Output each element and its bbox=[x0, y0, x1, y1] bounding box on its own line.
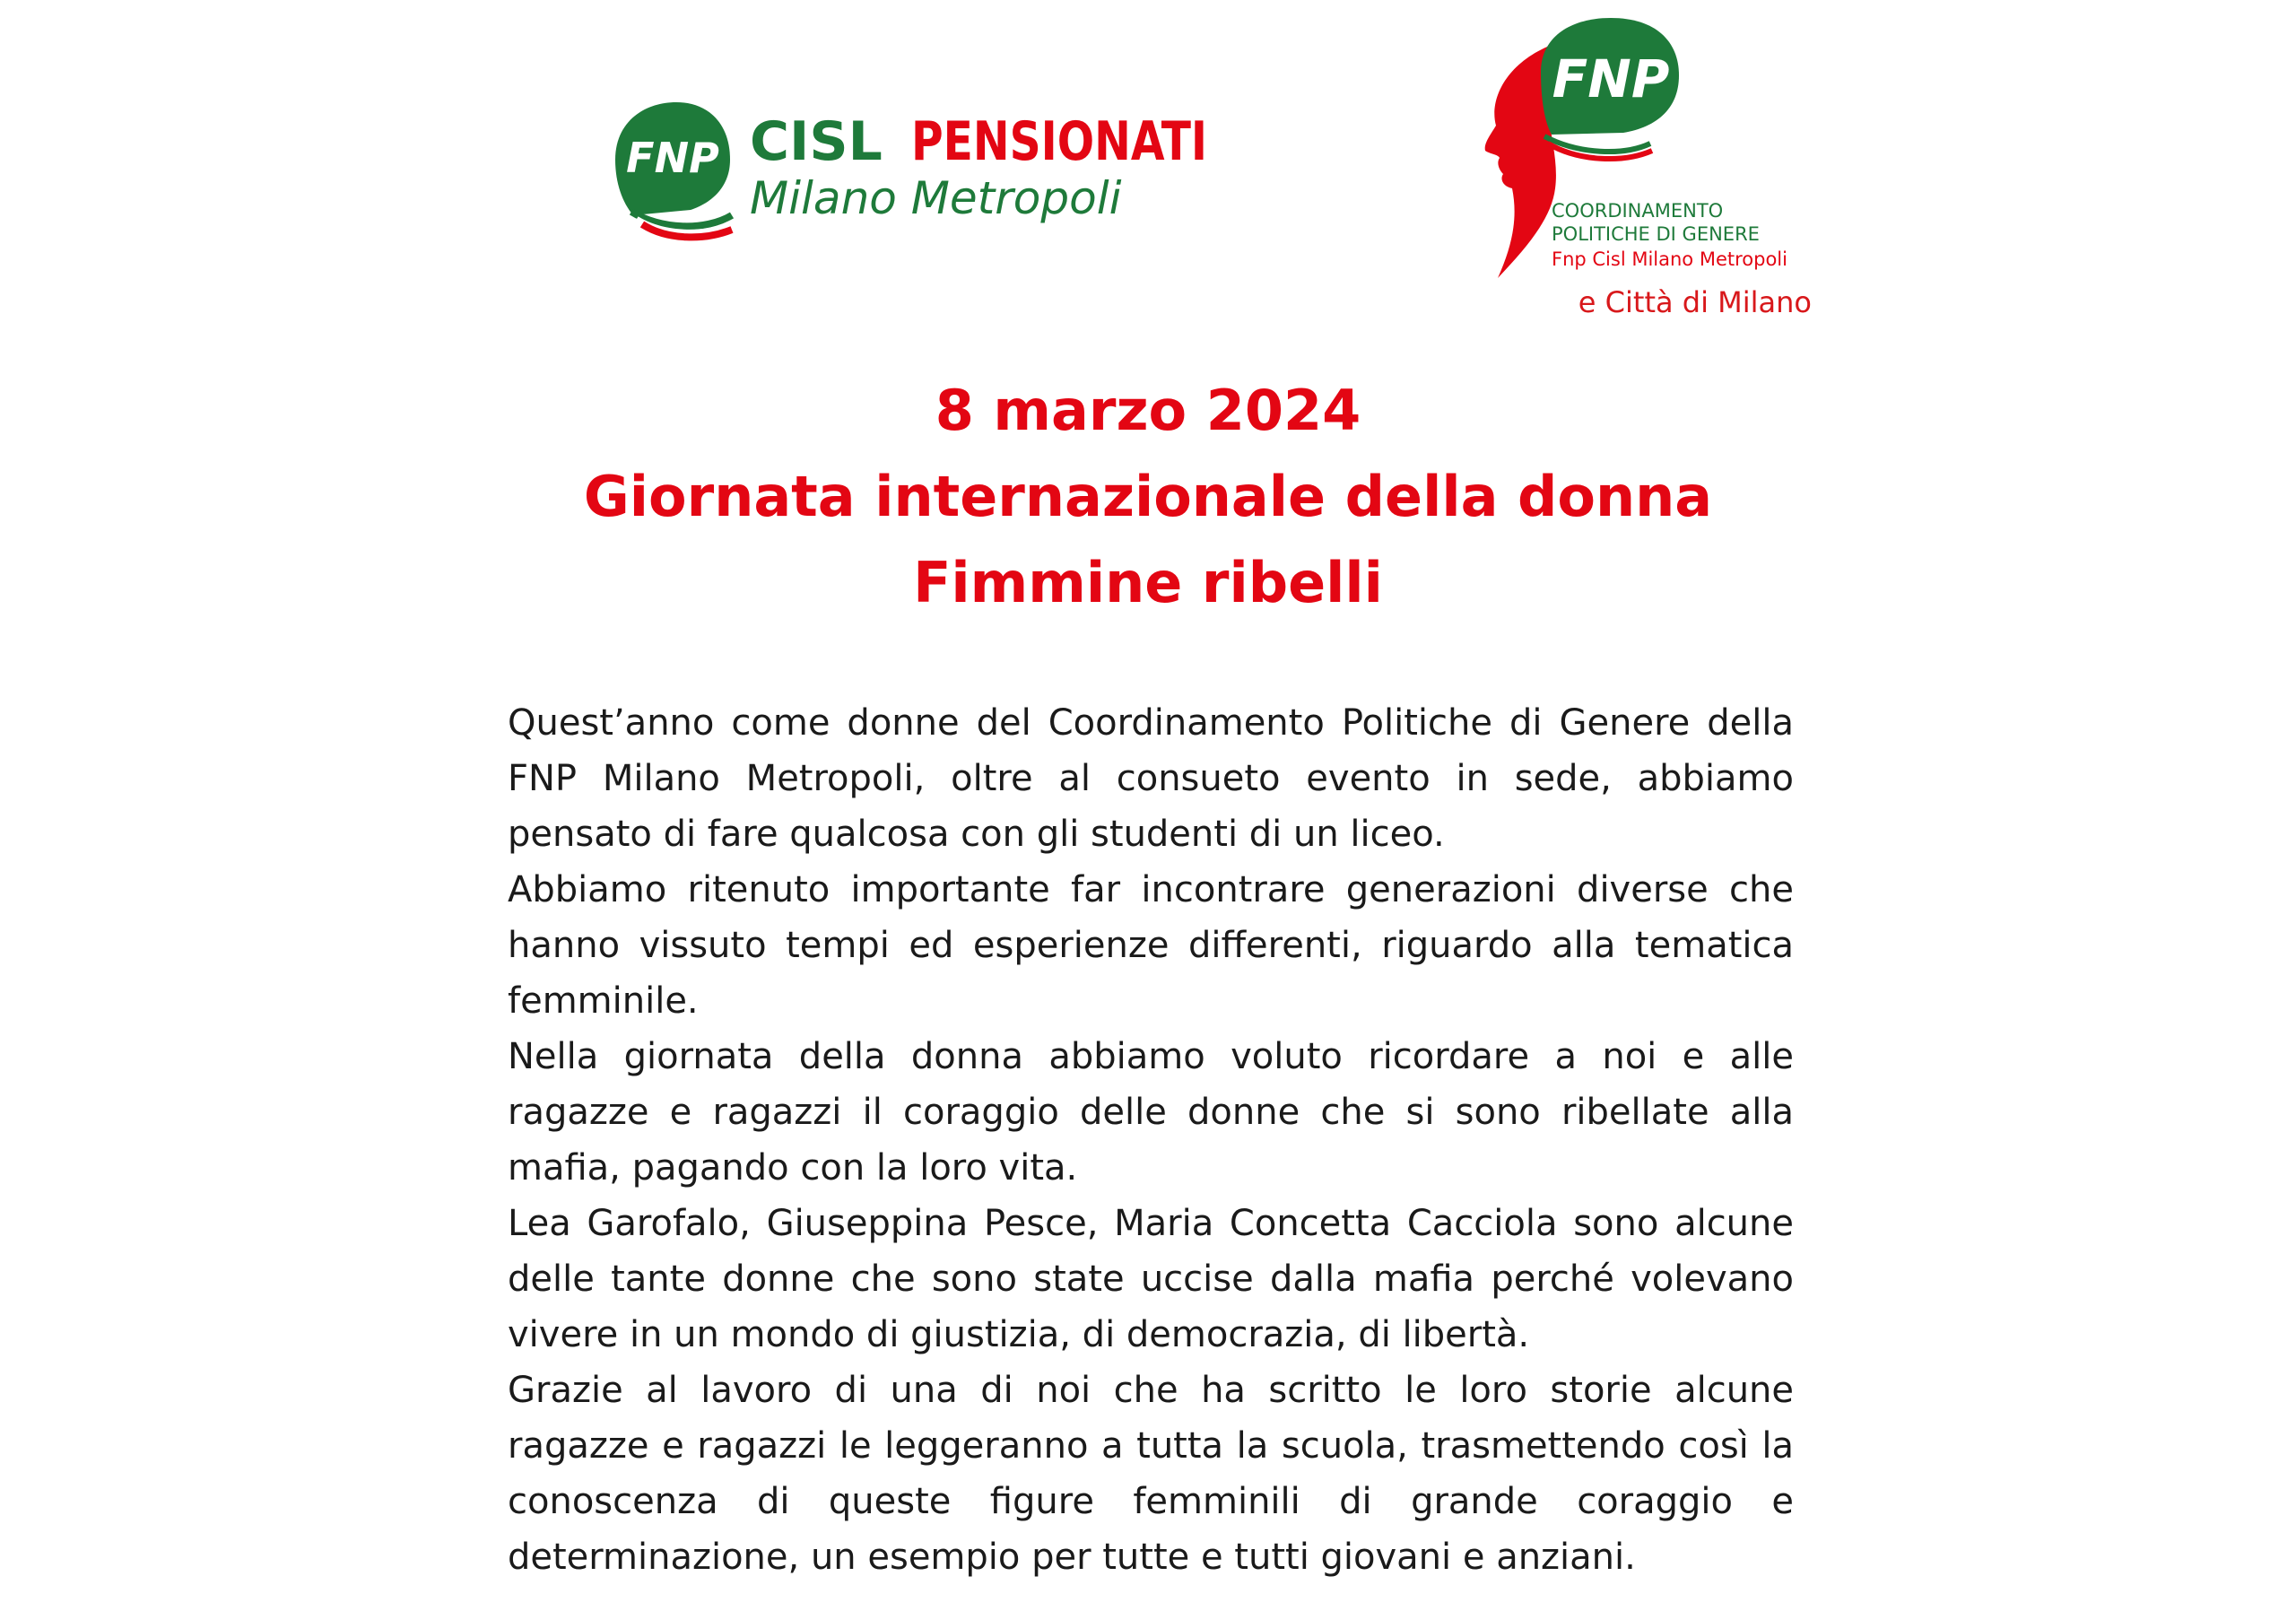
coordinamento-politiche-genere-logo bbox=[1444, 9, 1821, 332]
logo-right-mark: FNP bbox=[1552, 48, 1670, 109]
body-text bbox=[508, 695, 1794, 1585]
logo-right-line1: COORDINAMENTO bbox=[1552, 200, 1724, 222]
logo-right-line2: POLITICHE DI GENERE bbox=[1552, 223, 1760, 245]
paragraph: Grazie al lavoro di una di noi che ha scritto le loro storie alcune ragazze e ragazzi le leggeranno a tutta la scuola, trasmettendo così la conoscenza di queste figure femminili di grande coraggio e determinazione, un esempio per tutte e tutti giovani e anziani. bbox=[508, 1370, 1794, 1578]
headline-date: 8 marzo 2024 bbox=[935, 378, 1361, 443]
paragraph: Nella giornata della donna abbiamo voluto ricordare a noi e alle ragazze e ragazzi il coraggio delle donne che si sono ribellate alla mafia, pagando con la loro vita. bbox=[508, 1036, 1794, 1189]
logo-right-line3: Fnp Cisl Milano Metropoli bbox=[1552, 248, 1787, 270]
logo-left-mark: FNP bbox=[626, 134, 719, 182]
paragraph: Quest’anno come donne del Coordinamento Politiche di Genere della FNP Milano Metropoli, oltre al consueto evento in sede, abbiamo pensato di fare qualcosa con gli studenti di un liceo. bbox=[508, 702, 1794, 855]
paragraph: Abbiamo ritenuto importante far incontrare generazioni diverse che hanno vissuto tempi ed esperienze differenti, riguardo alla tematica femminile. bbox=[508, 869, 1794, 1022]
logo-left-subtitle: Milano Metropoli bbox=[750, 172, 1122, 224]
headline-block bbox=[359, 368, 1937, 626]
paragraph: Lea Garofalo, Giuseppina Pesce, Maria Concetta Cacciola sono alcune delle tante donne che sono state uccise dalla mafia perché volevano vivere in un mondo di giustizia, di democrazia, di libertà. bbox=[508, 1203, 1794, 1355]
logo-left-brand-cisl: CISL bbox=[750, 110, 883, 173]
logo-left-brand-pensionati: PENSIONATI bbox=[911, 110, 1207, 173]
logo-right-extra: e Città di Milano bbox=[1578, 285, 1812, 319]
fnp-cisl-pensionati-logo bbox=[606, 97, 1216, 240]
headline-event: Giornata internazionale della donna bbox=[583, 464, 1713, 529]
headline-title: Fimmine ribelli bbox=[913, 550, 1383, 615]
